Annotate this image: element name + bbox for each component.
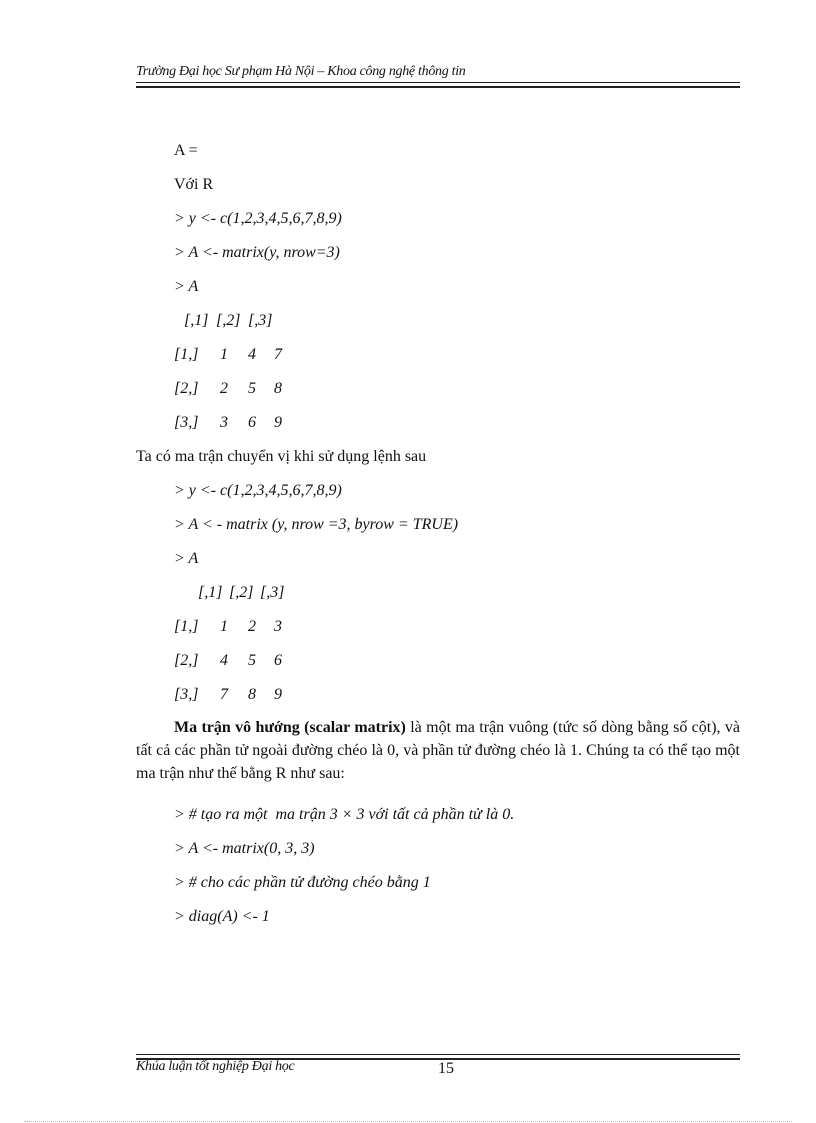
matrix-cell: 8	[274, 380, 282, 397]
matrix-cell: 7	[274, 346, 282, 363]
code-line: > A < - matrix (y, nrow =3, byrow = TRUE)	[174, 516, 459, 533]
matrix-cell: 7	[220, 686, 228, 703]
code-comment: > # tạo ra một ma trận 3 × 3 với tất cả phần tử là 0.	[174, 806, 515, 823]
matrix-cell: 2	[220, 380, 228, 397]
code-line: > y <- c(1,2,3,4,5,6,7,8,9)	[174, 210, 342, 227]
code-line: > A	[174, 550, 199, 567]
page-edge-line	[24, 1121, 792, 1122]
col-header: [,3]	[260, 584, 285, 601]
code-comment: > # cho các phần tử đường chéo bằng 1	[174, 874, 431, 891]
bold-term: Ma trận vô hướng (scalar matrix)	[174, 719, 406, 736]
page-header: Trường Đại học Sư phạm Hà Nội – Khoa công nghệ thông tin	[136, 64, 466, 79]
matrix-cell: 4	[248, 346, 256, 363]
row-label: [2,]	[174, 380, 199, 397]
col-header: [,2]	[229, 584, 254, 601]
header-rule	[136, 82, 740, 88]
matrix-cell: 1	[220, 346, 228, 363]
matrix-cell: 6	[248, 414, 256, 431]
row-label: [1,]	[174, 346, 199, 363]
body-text: Ta có ma trận chuyển vị khi sử dụng lệnh sau	[136, 448, 427, 465]
scalar-matrix-paragraph	[136, 716, 740, 785]
matrix-cell: 1	[220, 618, 228, 635]
code-line: > A	[174, 278, 199, 295]
matrix-cell: 4	[220, 652, 228, 669]
matrix-cell: 9	[274, 414, 282, 431]
matrix-cell: 8	[248, 686, 256, 703]
page-number: 15	[438, 1060, 454, 1077]
matrix-cell: 5	[248, 652, 256, 669]
paragraph-text: là một ma trận vuông (tức số dòng bằng số cột), và tất cả các phần tử ngoài đường chéo là 0, và phần tử đường chéo là 1. Chúng ta có thể tạo một ma trận như thế bằng R như sau:	[136, 719, 740, 782]
row-label: [2,]	[174, 652, 199, 669]
row-label: [3,]	[174, 686, 199, 703]
code-line: > A <- matrix(0, 3, 3)	[174, 840, 315, 857]
code-line: > y <- c(1,2,3,4,5,6,7,8,9)	[174, 482, 342, 499]
page-footer: Khúa luận tốt nghiệp Đại học	[136, 1059, 295, 1074]
code-line: > A <- matrix(y, nrow=3)	[174, 244, 340, 261]
col-header: [,1]	[184, 312, 209, 329]
col-header: [,1]	[198, 584, 223, 601]
matrix-cell: 6	[274, 652, 282, 669]
matrix-cell: 9	[274, 686, 282, 703]
row-label: [3,]	[174, 414, 199, 431]
row-label: [1,]	[174, 618, 199, 635]
code-line: > diag(A) <- 1	[174, 908, 270, 925]
matrix-cell: 2	[248, 618, 256, 635]
matrix-cell: 5	[248, 380, 256, 397]
with-r-label: Với R	[174, 176, 214, 193]
col-header: [,3]	[248, 312, 273, 329]
matrix-cell: 3	[274, 618, 282, 635]
col-header: [,2]	[216, 312, 241, 329]
matrix-cell: 3	[220, 414, 228, 431]
matrix-label: A =	[174, 142, 198, 159]
